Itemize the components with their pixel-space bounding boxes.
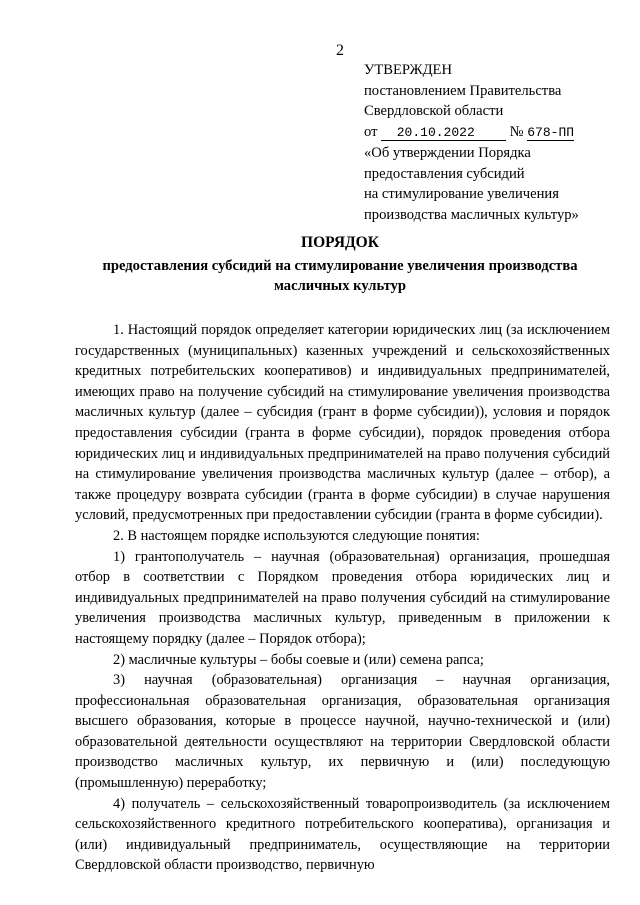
- approval-title-line: предоставления субсидий: [364, 165, 525, 182]
- approval-date-line: [364, 122, 614, 144]
- document-title-block: [70, 232, 610, 296]
- date-prefix: от: [364, 123, 378, 140]
- date-value: 20.10.2022: [381, 125, 506, 141]
- document-subtitle: предоставления субсидий на стимулирование увеличения производства масличных культур: [102, 258, 578, 294]
- number-prefix: №: [509, 123, 524, 140]
- approval-stamp: [364, 60, 614, 225]
- approval-title-line: «Об утверждении Порядка: [364, 145, 531, 161]
- approval-title-line: производства масличных культур»: [364, 206, 579, 223]
- paragraph: 1. Настоящий порядок определяет категории юридических лиц (за исключением государственных (муниципальных) казенных учреждений и сельскохозяйственных кредитных потребительских кооперативов) и индивидуальных предпринимателей, имеющих право на получение субсидий на стимулирование увеличения производства масличных культур (далее – субсидия (грант в форме субсидии)), условия и порядок предоставления субсидии (гранта в форме субсидии), порядок проведения отбора юридических лиц и индивидуальных предпринимателей на право получения субсидий на стимулирование увеличения производства масличных культур (далее – отбор), а также процедуру возврата субсидии (гранта в форме субсидии) в случае нарушения условий, предусмотренных при предоставлении субсидии (гранта в форме субсидии).: [75, 322, 610, 524]
- paragraph: 2. В настоящем порядке используются следующие понятия:: [113, 527, 480, 544]
- page-number: 2: [336, 42, 344, 59]
- document-body: [75, 320, 610, 876]
- document-title: ПОРЯДОК: [301, 234, 379, 251]
- approval-line: постановлением Правительства: [364, 82, 562, 99]
- approval-heading: УТВЕРЖДЕН: [364, 62, 452, 78]
- paragraph: 3) научная (образовательная) организация – научная организация, профессиональная образовательная организация, образовательная организация высшего образования, которые в процессе научной, научно-технической и (или) образовательной деятельности осуществляют на территории Свердловской области производство масличных культур, их первичную и (или) последующую (промышленную) переработку;: [75, 672, 610, 792]
- approval-title-line: на стимулирование увеличения: [364, 186, 559, 202]
- paragraph: 4) получатель – сельскохозяйственный товаропроизводитель (за исключением сельскохозяйственного кредитного потребительского кооператива), организация и (или) индивидуальный предприниматель, осуществляющие на территории Свердловской области производство, первичную: [75, 795, 610, 874]
- paragraph: 2) масличные культуры – бобы соевые и (или) семена рапса;: [113, 651, 484, 668]
- number-value: 678-ПП: [527, 124, 575, 140]
- approval-line: Свердловской области: [364, 103, 504, 119]
- paragraph: 1) грантополучатель – научная (образовательная) организация, прошедшая отбор в соответствии с Порядком проведения отбора юридических лиц и индивидуальных предпринимателей на право получения субсидий на стимулирование увеличения производства масличных культур, приведенным в приложении к настоящему порядку (далее – Порядок отбора);: [75, 548, 610, 647]
